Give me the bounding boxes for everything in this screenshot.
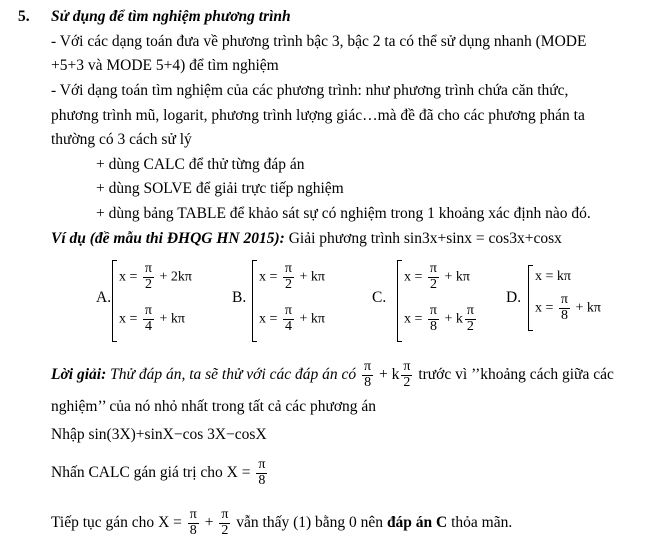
option-system: x = $\frac{\pi}{2}$ + 2kπ x = $\frac{\pi}{4}$ + kπ <box>112 260 223 342</box>
bullet-calc: + dùng CALC để thử từng đáp án <box>96 156 305 173</box>
paragraph-line: thường có 3 cách sử lý <box>51 131 192 148</box>
option-system: x = $\frac{\pi}{2}$ + kπ x = $\frac{\pi}{8}$ + k $\frac{\pi}{2}$ <box>397 260 508 342</box>
continue-line: Tiếp tục gán cho X = $\frac{\pi}{8}$ + $\frac{\pi}{2}$ vẫn thấy (1) bằng 0 nên đáp án C thỏa mãn. <box>51 507 513 538</box>
bullet-table: + dùng bảng TABLE để khảo sát sự có nghiệm trong 1 khoảng xác định nào đó. <box>96 205 591 222</box>
section-title: Sử dụng để tìm nghiệm phương trình <box>51 8 291 25</box>
solution-label: Lời giải: <box>51 365 107 383</box>
paragraph-line: - Với dạng toán tìm nghiệm của các phương trình: như phương trình chứa căn thức, <box>51 82 569 99</box>
input-line: Nhập sin(3X)+sinX−cos 3X−cosX <box>51 426 267 443</box>
option-label: C. <box>372 289 387 306</box>
option-label: A. <box>96 289 112 306</box>
option-label: B. <box>232 289 247 306</box>
section-number: 5. <box>18 8 30 25</box>
solution-line-1: Lời giải: Thử đáp án, ta sẽ thử với các đáp án có $\frac{\pi}{8}$ + k $\frac{\pi}{2}$ trước vì ’’khoảng cách giữa các <box>51 359 614 390</box>
calc-line: Nhấn CALC gán giá trị cho X = $\frac{\pi}{8}$ <box>51 457 266 488</box>
option-system: x = kπ x = $\frac{\pi}{8}$ + kπ <box>528 265 639 331</box>
example-line <box>51 230 562 248</box>
option-system: x = $\frac{\pi}{2}$ + kπ x = $\frac{\pi}{4}$ + kπ <box>252 260 363 342</box>
example-label: Ví dụ (đề mẫu thi ĐHQG HN 2015): <box>51 230 285 247</box>
input-expression: sin(3X)+sinX−cos 3X−cosX <box>88 426 267 443</box>
bullet-solve: + dùng SOLVE để giải trực tiếp nghiệm <box>96 180 344 197</box>
paragraph-line: phương trình mũ, logarit, phương trình lượng giác…mà đề đã cho các phương phán ta <box>51 107 585 124</box>
paragraph-line: - Với các dạng toán đưa về phương trình bậc 3, bậc 2 ta có thể sử dụng nhanh (MODE <box>51 33 587 50</box>
solution-line-2: nghiệm’’ của nó nhỏ nhất trong tất cả các phương án <box>51 398 377 415</box>
example-text: Giải phương trình <box>284 230 404 247</box>
option-label: D. <box>506 289 522 306</box>
example-equation: sin3x+sinx = cos3x+cosx <box>403 230 562 247</box>
paragraph-line: +5+3 và MODE 5+4) để tìm nghiệm <box>51 57 279 74</box>
answer-highlight: đáp án C <box>386 513 448 531</box>
